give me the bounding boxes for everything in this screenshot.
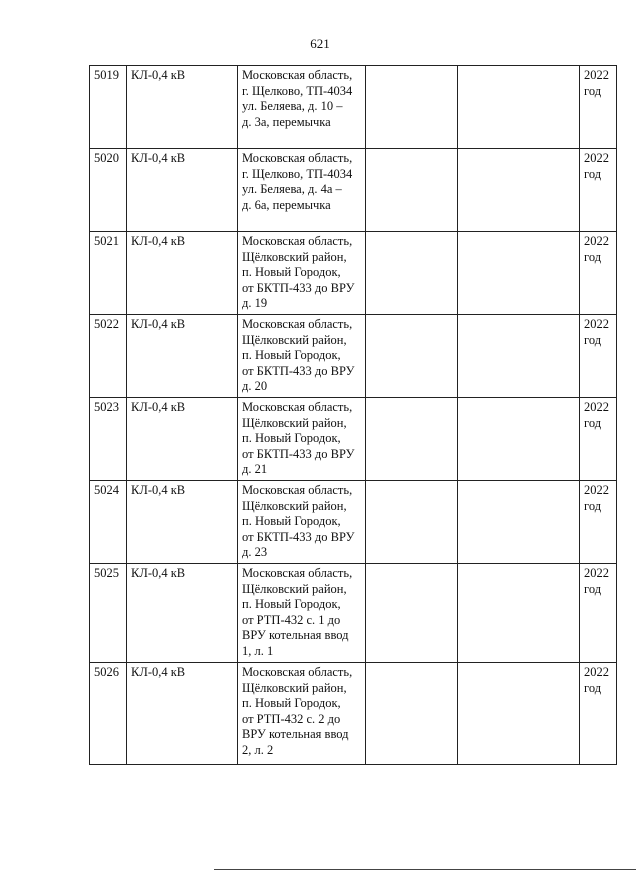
location: Московская область, Щёлковский район, п. Новый Городок, от БКТП-433 до ВРУ д. 21: [238, 398, 366, 481]
row-number: 5019: [90, 66, 127, 149]
row-number: 5024: [90, 481, 127, 564]
line-type: КЛ-0,4 кВ: [127, 315, 238, 398]
page-number: 621: [310, 36, 330, 51]
empty-cell: [458, 315, 580, 398]
empty-cell: [366, 398, 458, 481]
table-row: [90, 481, 617, 564]
year: 2022 год: [580, 232, 617, 315]
table-row: [90, 663, 617, 765]
table-row: [90, 149, 617, 232]
empty-cell: [366, 663, 458, 765]
empty-cell: [458, 232, 580, 315]
line-type: КЛ-0,4 кВ: [127, 481, 238, 564]
year: 2022 год: [580, 315, 617, 398]
row-number: 5021: [90, 232, 127, 315]
location: Московская область, г. Щелково, ТП-4034 ул. Беляева, д. 10 – д. 3а, перемычка: [238, 66, 366, 149]
empty-cell: [458, 663, 580, 765]
empty-cell: [366, 564, 458, 663]
empty-cell: [458, 66, 580, 149]
line-type: КЛ-0,4 кВ: [127, 398, 238, 481]
row-number: 5023: [90, 398, 127, 481]
empty-cell: [458, 398, 580, 481]
year: 2022 год: [580, 66, 617, 149]
year: 2022 год: [580, 564, 617, 663]
empty-cell: [366, 66, 458, 149]
empty-cell: [366, 481, 458, 564]
empty-cell: [366, 149, 458, 232]
empty-cell: [366, 315, 458, 398]
location: Московская область, Щёлковский район, п. Новый Городок, от БКТП-433 до ВРУ д. 23: [238, 481, 366, 564]
location: Московская область, Щёлковский район, п. Новый Городок, от РТП-432 с. 2 до ВРУ котельная ввод 2, л. 2: [238, 663, 366, 765]
line-type: КЛ-0,4 кВ: [127, 66, 238, 149]
bottom-rule: [214, 869, 636, 870]
location: Московская область, Щёлковский район, п. Новый Городок, от БКТП-433 до ВРУ д. 20: [238, 315, 366, 398]
line-type: КЛ-0,4 кВ: [127, 149, 238, 232]
empty-cell: [458, 149, 580, 232]
row-number: 5022: [90, 315, 127, 398]
empty-cell: [458, 481, 580, 564]
table-row: [90, 564, 617, 663]
line-type: КЛ-0,4 кВ: [127, 564, 238, 663]
year: 2022 год: [580, 398, 617, 481]
row-number: 5025: [90, 564, 127, 663]
table-row: [90, 398, 617, 481]
location: Московская область, г. Щелково, ТП-4034 ул. Беляева, д. 4а – д. 6а, перемычка: [238, 149, 366, 232]
year: 2022 год: [580, 663, 617, 765]
table-row: [90, 66, 617, 149]
line-type: КЛ-0,4 кВ: [127, 663, 238, 765]
location: Московская область, Щёлковский район, п. Новый Городок, от БКТП-433 до ВРУ д. 19: [238, 232, 366, 315]
location: Московская область, Щёлковский район, п. Новый Городок, от РТП-432 с. 1 до ВРУ котельная ввод 1, л. 1: [238, 564, 366, 663]
year: 2022 год: [580, 481, 617, 564]
line-type: КЛ-0,4 кВ: [127, 232, 238, 315]
year: 2022 год: [580, 149, 617, 232]
empty-cell: [458, 564, 580, 663]
row-number: 5020: [90, 149, 127, 232]
table-row: [90, 232, 617, 315]
table-row: [90, 315, 617, 398]
registry-table: [89, 65, 617, 765]
row-number: 5026: [90, 663, 127, 765]
empty-cell: [366, 232, 458, 315]
